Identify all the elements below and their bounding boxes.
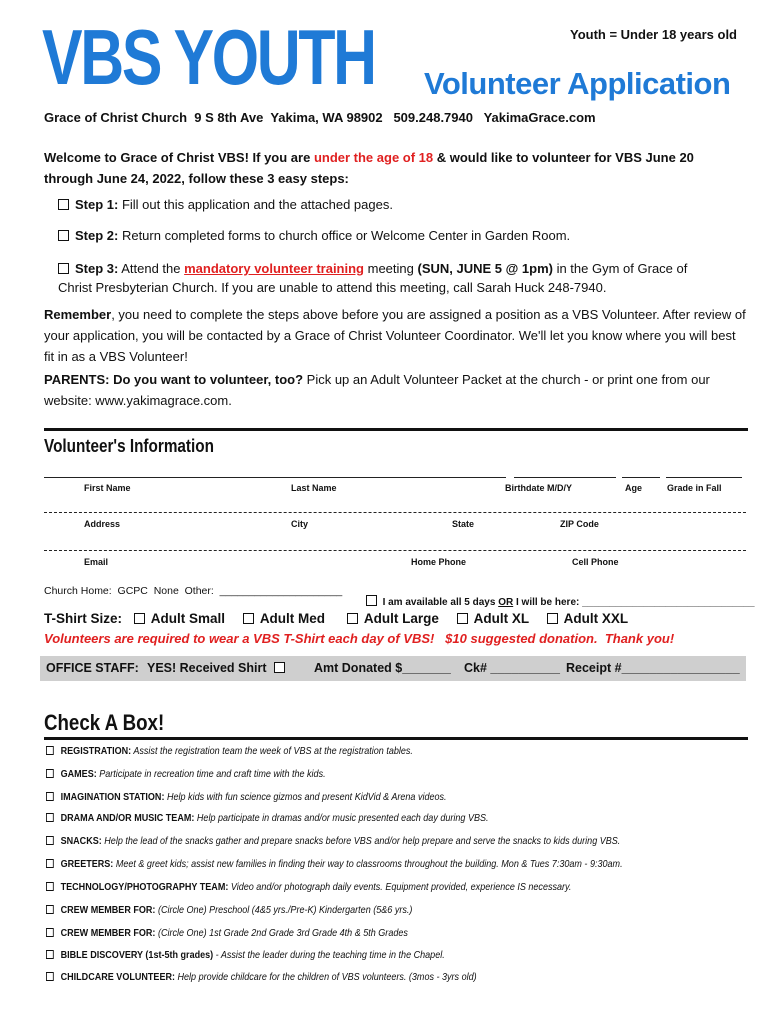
tshirt-notice: Volunteers are required to wear a VBS T-Shirt each day of VBS! $10 suggested donation. Thank you! xyxy=(44,631,675,646)
section-rule-top xyxy=(44,428,748,431)
birthdate-label: Birthdate M/D/Y xyxy=(505,483,573,493)
role-description: Video and/or photograph daily events. Equipment provided, experience IS necessary. xyxy=(228,881,572,893)
intro-text-a: Welcome to Grace of Christ VBS! If you are xyxy=(44,150,314,165)
email-label: Email xyxy=(84,557,109,567)
available-all-days-label: I am available all 5 days xyxy=(382,597,496,608)
role-title: DRAMA AND/OR MUSIC TEAM: xyxy=(60,812,195,824)
availability-row xyxy=(360,584,755,608)
role-option[interactable] xyxy=(46,881,571,893)
role-description: Participate in recreation time and craft time with the kids. xyxy=(96,768,326,780)
received-shirt xyxy=(147,661,291,675)
tshirt-xl-label: Adult XL xyxy=(473,611,529,626)
church-contact-line: Grace of Christ Church 9 S 8th Ave Yakima, WA 98902 509.248.7940 YakimaGrace.com xyxy=(44,110,596,125)
role-description: Help provide childcare for the children of VBS volunteers. (3mos - 3yrs old) xyxy=(175,971,477,983)
tshirt-xxl-label: Adult XXL xyxy=(563,611,629,626)
role-option[interactable] xyxy=(46,812,489,824)
role-option[interactable] xyxy=(46,971,477,983)
state-label: State xyxy=(452,519,475,529)
role-checkbox[interactable] xyxy=(46,836,54,845)
intro-text-b: & would like to volunteer for VBS June 20 xyxy=(433,150,694,165)
role-checkbox[interactable] xyxy=(46,813,54,822)
address-field-line[interactable] xyxy=(44,512,746,513)
tshirt-large-checkbox[interactable] xyxy=(347,613,358,624)
birthdate-field-line[interactable] xyxy=(514,477,616,478)
role-description: Help the lead of the snacks gather and prepare snacks before VBS and/or help prepare and serve the snacks to kids during VBS. xyxy=(101,835,621,847)
role-title: GREETERS: xyxy=(60,858,114,870)
or-label: OR xyxy=(498,597,514,608)
remember-text: , you need to complete the steps above before you are assigned a position as a VBS Volunteer. After review of your application, you will be contacted by a Grace of Christ Volunteer Coordinator. We'll let you know where you will best fit in as a VBS Volunteer! xyxy=(44,307,746,364)
section-rule-bottom xyxy=(44,737,748,740)
tshirt-option-med[interactable] xyxy=(243,611,325,626)
step1-checkbox[interactable] xyxy=(58,199,69,210)
role-description: Meet & greet kids; assist new families in finding their way to classrooms throughout the building. Mon & Tues 7:30am - 9:30am. xyxy=(113,858,623,870)
age-field-line[interactable] xyxy=(622,477,660,478)
step2-checkbox[interactable] xyxy=(58,230,69,241)
cell-phone-label: Cell Phone xyxy=(572,557,619,567)
role-title: BIBLE DISCOVERY (1st-5th grades) xyxy=(60,949,214,961)
tshirt-size-label: T-Shirt Size: xyxy=(44,611,123,626)
step2-label: Step 2: xyxy=(75,228,119,243)
tshirt-xl-checkbox[interactable] xyxy=(457,613,468,624)
grade-label: Grade in Fall xyxy=(667,483,722,493)
received-shirt-checkbox[interactable] xyxy=(274,662,285,673)
check-number-field[interactable]: Ck# __________ xyxy=(464,661,560,675)
title-volunteer-application: Volunteer Application xyxy=(424,66,731,101)
role-checkbox[interactable] xyxy=(46,882,54,891)
role-checkbox[interactable] xyxy=(46,859,54,868)
role-option[interactable] xyxy=(46,927,408,939)
role-option[interactable] xyxy=(46,858,623,870)
role-description: Assist the registration team the week of VBS at the registration tables. xyxy=(131,745,413,757)
step3-label: Step 3: xyxy=(75,261,119,276)
role-description: (Circle One) Preschool (4&5 yrs./Pre-K) Kindergarten (5&6 yrs.) xyxy=(155,904,413,916)
grade-field-line[interactable] xyxy=(666,477,742,478)
role-checkbox[interactable] xyxy=(46,928,54,937)
role-title: CREW MEMBER FOR: xyxy=(60,904,156,916)
step3-checkbox[interactable] xyxy=(58,263,69,274)
role-checkbox[interactable] xyxy=(46,769,54,778)
received-shirt-label: YES! Received Shirt xyxy=(147,661,267,675)
parents-label: PARENTS: Do you want to volunteer, too? xyxy=(44,372,304,387)
zip-label: ZIP Code xyxy=(560,519,599,529)
tshirt-option-small[interactable] xyxy=(134,611,225,626)
tshirt-option-xxl[interactable] xyxy=(547,611,629,626)
step3-date: (SUN, JUNE 5 @ 1pm) xyxy=(417,261,553,276)
role-description: - Assist the leader during the teaching time in the Chapel. xyxy=(213,949,445,961)
intro-text-c: through June 24, 2022, follow these 3 easy steps: xyxy=(44,171,349,186)
email-phone-field-line[interactable] xyxy=(44,550,746,551)
office-staff-bar xyxy=(40,656,746,681)
parents-text: Pick up an Adult Volunteer Packet at the church - or print one from our website: www.yakimagrace.com. xyxy=(44,372,710,408)
home-phone-label: Home Phone xyxy=(411,557,467,567)
available-all-days-checkbox[interactable] xyxy=(366,595,377,606)
role-option[interactable] xyxy=(46,949,445,961)
step2-text: Return completed forms to church office or Welcome Center in Garden Room. xyxy=(118,228,571,243)
step1-text: Fill out this application and the attached pages. xyxy=(118,197,393,212)
tshirt-med-checkbox[interactable] xyxy=(243,613,254,624)
office-staff-label: OFFICE STAFF: xyxy=(46,661,139,675)
age-note: Youth = Under 18 years old xyxy=(570,27,738,42)
step3-line2: Christ Presbyterian Church. If you are unable to attend this meeting, call Sarah Huck 248-7940. xyxy=(58,280,607,295)
role-checkbox[interactable] xyxy=(46,792,54,801)
church-home-field[interactable]: Church Home: GCPC None Other: _____________________ xyxy=(44,585,343,597)
role-checkbox[interactable] xyxy=(46,950,54,959)
parents-paragraph xyxy=(44,369,749,411)
last-name-label: Last Name xyxy=(291,483,337,493)
name-field-line[interactable] xyxy=(44,477,506,478)
will-be-here-field[interactable]: I will be here: _______________________________ xyxy=(513,597,755,608)
tshirt-large-label: Adult Large xyxy=(363,611,439,626)
role-title: CHILDCARE VOLUNTEER: xyxy=(60,971,176,983)
step1-label: Step 1: xyxy=(75,197,119,212)
role-title: CREW MEMBER FOR: xyxy=(60,927,156,939)
training-link[interactable]: mandatory volunteer training xyxy=(184,261,364,276)
remember-paragraph xyxy=(44,304,749,367)
tshirt-option-xl[interactable] xyxy=(457,611,529,626)
tshirt-option-large[interactable] xyxy=(347,611,439,626)
intro-paragraph xyxy=(44,147,749,189)
age-label: Age xyxy=(625,483,643,493)
step3-text-post: in the Gym of Grace of xyxy=(552,261,688,276)
step3-text-mid: meeting xyxy=(364,261,418,276)
step3-text-pre: Attend the xyxy=(118,261,185,276)
step-1 xyxy=(58,197,393,212)
role-option[interactable] xyxy=(46,835,620,847)
role-checkbox[interactable] xyxy=(46,905,54,914)
check-a-box-heading: Check A Box! xyxy=(44,710,165,735)
role-title: SNACKS: xyxy=(60,835,102,847)
tshirt-xxl-checkbox[interactable] xyxy=(547,613,558,624)
role-option[interactable] xyxy=(46,904,412,916)
role-description: Help participate in dramas and/or music presented each day during VBS. xyxy=(194,812,489,824)
tshirt-small-checkbox[interactable] xyxy=(134,613,145,624)
tshirt-small-label: Adult Small xyxy=(150,611,226,626)
intro-age-highlight: under the age of 18 xyxy=(313,150,434,165)
role-title: REGISTRATION: xyxy=(60,745,132,757)
tshirt-med-label: Adult Med xyxy=(259,611,326,626)
step-2 xyxy=(58,228,570,243)
receipt-number-field[interactable]: Receipt #_________________ xyxy=(566,661,740,675)
role-title: IMAGINATION STATION: xyxy=(60,791,165,803)
step-3 xyxy=(58,259,748,297)
role-option[interactable] xyxy=(46,768,326,780)
role-option[interactable] xyxy=(46,791,447,803)
role-description: Help kids with fun science gizmos and present KidVid & Arena videos. xyxy=(164,791,447,803)
address-label: Address xyxy=(84,519,121,529)
tshirt-row xyxy=(44,611,628,626)
role-description: (Circle One) 1st Grade 2nd Grade 3rd Grade 4th & 5th Grades xyxy=(155,927,408,939)
title-vbs-youth: VBS YOUTH xyxy=(42,13,375,101)
remember-label: Remember xyxy=(44,307,112,322)
role-option[interactable] xyxy=(46,745,413,757)
first-name-label: First Name xyxy=(84,483,131,493)
role-title: GAMES: xyxy=(60,768,97,780)
role-checkbox[interactable] xyxy=(46,746,54,755)
amt-donated-field[interactable]: Amt Donated $_______ xyxy=(314,661,451,675)
volunteer-info-heading: Volunteer's Information xyxy=(44,436,214,456)
role-title: TECHNOLOGY/PHOTOGRAPHY TEAM: xyxy=(60,881,229,893)
city-label: City xyxy=(291,519,309,529)
role-checkbox[interactable] xyxy=(46,972,54,981)
